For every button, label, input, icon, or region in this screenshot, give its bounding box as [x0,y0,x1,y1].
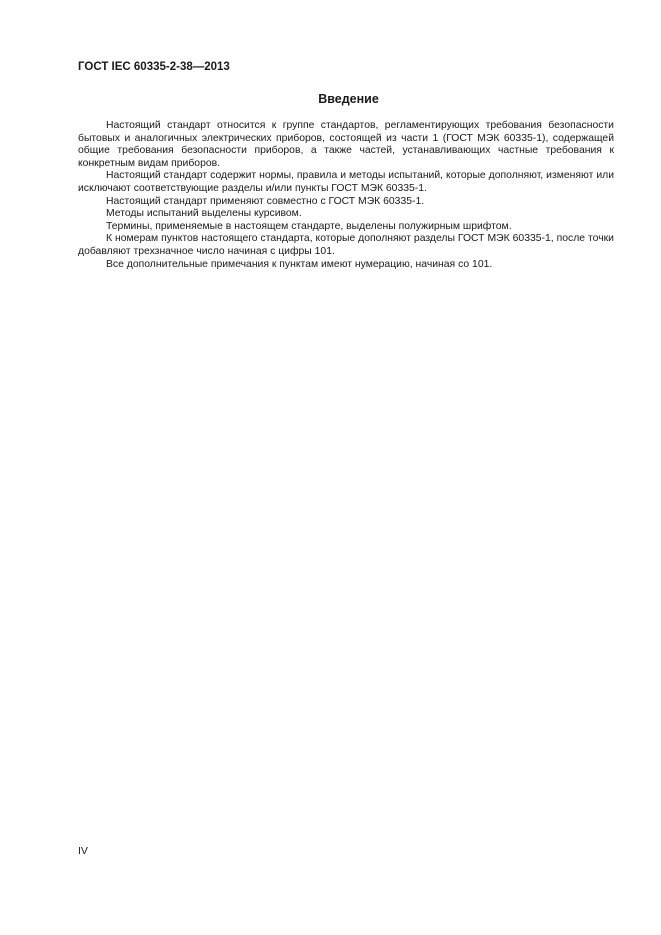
paragraph-notes: Все дополнительные примечания к пунктам имеют нумерацию, начиная со 101. [106,258,493,270]
paragraph-test-methods: Методы испытаний выделены курсивом. [106,208,302,220]
document-code-header: ГОСТ IEC 60335-2-38—2013 [78,61,230,73]
page-number: IV [78,845,88,857]
paragraph-numbering: К номерам пунктов настоящего стандарта, которые дополняют разделы ГОСТ МЭК 60335-1, после точки добавляют трехзначное число начиная с цифры 101. [78,233,614,257]
paragraph-usage: Настоящий стандарт применяют совместно с ГОСТ МЭК 60335-1. [106,195,425,207]
section-title: Введение [318,92,379,106]
paragraph-terms: Термины, применяемые в настоящем стандарте, выделены полужирным шрифтом. [106,220,512,232]
paragraph-scope: Настоящий стандарт относится к группе стандартов, регламентирующих требования безопасности бытовых и аналогичных электрических приборов, состоящей из части 1 (ГОСТ МЭК 60335-1), содержащей общие требования безопасности приборов, а также частей, устанавливающих частные требования к конкретным видам приборов. [78,120,614,169]
introduction-body [78,120,614,271]
paragraph-contents: Настоящий стандарт содержит нормы, правила и методы испытаний, которые дополняют, изменяют или исключают соответствующие разделы и/или пункты ГОСТ МЭК 60335-1. [78,170,614,194]
